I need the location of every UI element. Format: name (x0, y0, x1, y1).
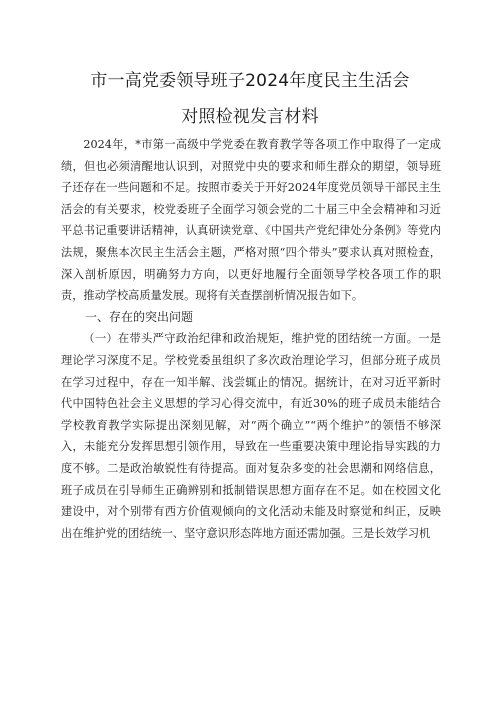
document-title-line1: 市一高党委领导班子2024年度民主生活会 (90, 71, 410, 91)
section-paragraph: （一）在带头严守政治纪律和政治规矩，维护党的团结统一方面。一是理论学习深度不足。学校党委虽组织了多次政治理论学习，但部分班子成员在学习过程中，存在一知半解、浅尝辄止的情况。据统计，在对习近平新时代中国特色社会主义思想的学习心得交流中，有近30%的班子成员未能结合学校教育教学实际提出深刻见解，对“两个确立”“两个维护”的领悟不够深入，未能充分发挥思想引领作用，导致在一些重要决策中理论指导实践的力度不够。二是政治敏锐性有待提高。面对复杂多变的社会思潮和网络信息，班子成员在引导师生正确辨别和抵制错误思想方面存在不足。如在校园文化建设中，对个别带有西方价值观倾向的文化活动未能及时察觉和纠正，反映出在维护党的团结统一、坚守意识形态阵地方面还需加强。三是长效学习机 (61, 332, 441, 540)
document-title-line2: 对照检视发言材料 (181, 107, 319, 127)
document-body (61, 134, 441, 544)
section-heading: 一、存在的突出问题 (85, 309, 194, 324)
intro-paragraph: 2024年，*市第一高级中学党委在教育教学等各项工作中取得了一定成绩，但也必须清醒地认识到，对照党中央的要求和师生群众的期望，领导班子还存在一些问题和不足。按照市委关于开好2024年度党员领导干部民主生活会的有关要求，校党委班子全面学习领会党的二十届三中全会精神和习近平总书记重要讲话精神，认真研读党章、《中国共产党纪律处分条例》等党内法规，聚焦本次民主生活会主题，严格对照“四个带头”要求认真对照检查，深入剖析原因，明确努力方向，以更好地履行全面领导学校各项工作的职责，推动学校高质量发展。现将有关查摆剖析情况报告如下。 (61, 138, 441, 303)
